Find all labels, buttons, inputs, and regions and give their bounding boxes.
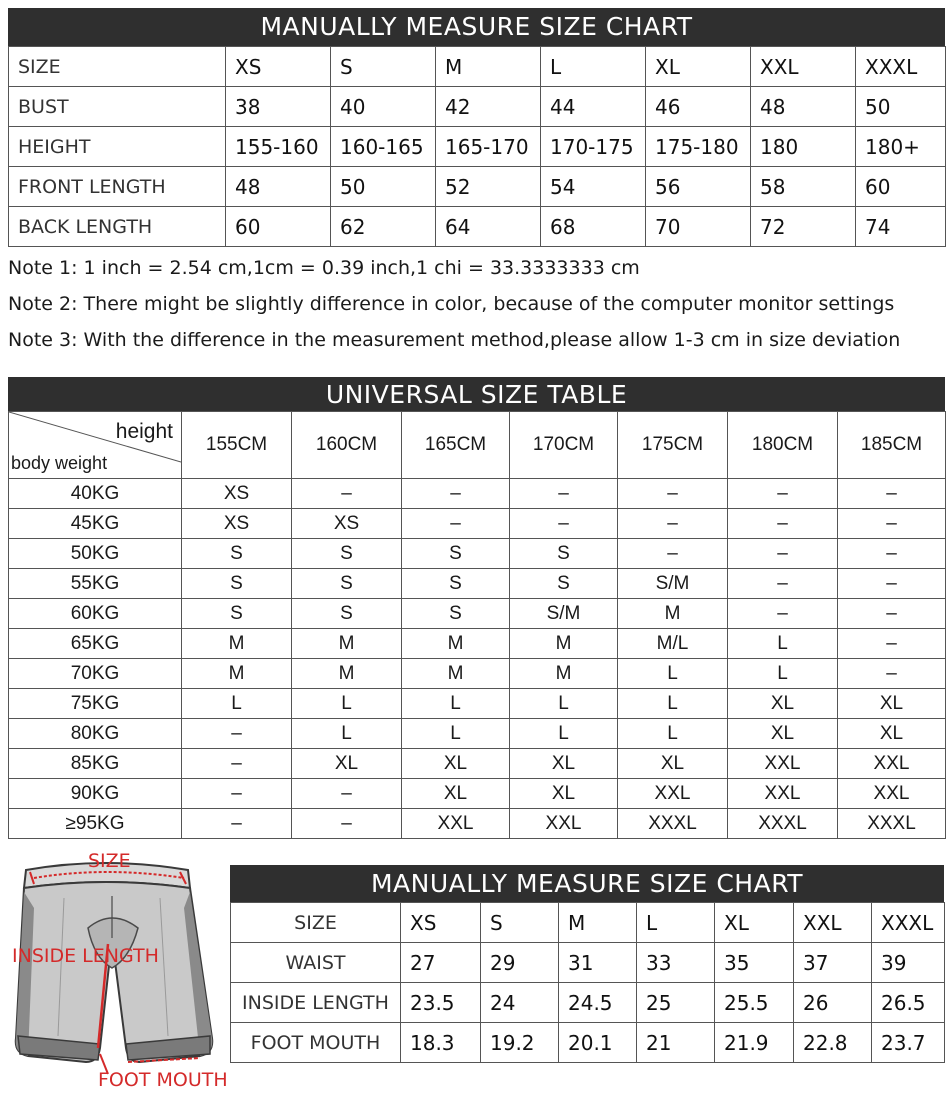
table-cell: 21 [637, 1023, 715, 1063]
size-cell: L [618, 689, 728, 719]
universal-table-title: UNIVERSAL SIZE TABLE [8, 377, 945, 411]
size-cell: XL [618, 749, 728, 779]
table-cell: 74 [856, 207, 946, 247]
size-cell: M [292, 659, 402, 689]
table-cell: XXXL [856, 47, 946, 87]
size-cell: XL [292, 749, 402, 779]
table-cell: 26 [794, 983, 872, 1023]
foot-mouth-label: FOOT MOUTH [98, 1069, 228, 1091]
row-label: WAIST [231, 943, 401, 983]
size-cell: XL [838, 689, 946, 719]
size-cell: – [838, 569, 946, 599]
table-cell: 29 [481, 943, 559, 983]
size-cell: XS [182, 509, 292, 539]
table-cell: 22.8 [794, 1023, 872, 1063]
size-cell: XL [402, 779, 510, 809]
top-size-chart-title: MANUALLY MEASURE SIZE CHART [8, 8, 945, 46]
table-cell: 35 [715, 943, 794, 983]
row-label: SIZE [9, 47, 226, 87]
table-cell: 175-180 [646, 127, 751, 167]
size-cell: S [182, 569, 292, 599]
size-cell: – [838, 659, 946, 689]
size-cell: XXXL [728, 809, 838, 839]
table-row [231, 943, 945, 983]
weight-label: 90KG [9, 779, 182, 809]
table-row [9, 779, 946, 809]
size-cell: S [510, 539, 618, 569]
note-1: Note 1: 1 inch = 2.54 cm,1cm = 0.39 inch,1 chi = 33.3333333 cm [8, 257, 640, 279]
table-row [9, 719, 946, 749]
height-header: 165CM [402, 412, 510, 479]
table-cell: 155-160 [226, 127, 331, 167]
size-cell: – [182, 749, 292, 779]
size-cell: – [618, 539, 728, 569]
table-cell: 52 [436, 167, 541, 207]
weight-label: 75KG [9, 689, 182, 719]
size-cell: – [292, 779, 402, 809]
size-cell: L [618, 659, 728, 689]
size-cell: L [402, 719, 510, 749]
size-cell: – [728, 539, 838, 569]
table-cell: 64 [436, 207, 541, 247]
size-cell: – [838, 629, 946, 659]
table-row [9, 207, 946, 247]
table-cell: 20.1 [559, 1023, 637, 1063]
size-cell: XXL [728, 779, 838, 809]
weight-label: 65KG [9, 629, 182, 659]
table-row [9, 569, 946, 599]
table-cell: 60 [226, 207, 331, 247]
size-cell: M [402, 629, 510, 659]
table-cell: XXL [794, 903, 872, 943]
table-row [9, 749, 946, 779]
table-row [9, 629, 946, 659]
size-cell: XL [728, 719, 838, 749]
table-row [231, 903, 945, 943]
table-row [231, 983, 945, 1023]
row-label: FOOT MOUTH [231, 1023, 401, 1063]
weight-axis-label: body weight [11, 453, 108, 473]
table-cell: S [331, 47, 436, 87]
top-size-chart [8, 46, 946, 247]
height-header: 155CM [182, 412, 292, 479]
size-cell: – [402, 479, 510, 509]
row-label: BUST [9, 87, 226, 127]
height-header: 175CM [618, 412, 728, 479]
size-cell: – [618, 479, 728, 509]
size-cell: XL [510, 779, 618, 809]
row-label: FRONT LENGTH [9, 167, 226, 207]
weight-label: 85KG [9, 749, 182, 779]
table-row [9, 87, 946, 127]
size-cell: XL [728, 689, 838, 719]
size-cell: L [402, 689, 510, 719]
height-header: 185CM [838, 412, 946, 479]
table-row [9, 599, 946, 629]
table-cell: 180+ [856, 127, 946, 167]
size-cell: XS [182, 479, 292, 509]
table-cell: 24 [481, 983, 559, 1023]
size-label: SIZE [88, 850, 131, 872]
table-cell: L [541, 47, 646, 87]
size-cell: – [182, 779, 292, 809]
table-cell: 54 [541, 167, 646, 207]
table-cell: 33 [637, 943, 715, 983]
weight-label: 40KG [9, 479, 182, 509]
size-cell: – [510, 479, 618, 509]
table-cell: XXXL [872, 903, 945, 943]
size-cell: L [510, 689, 618, 719]
size-cell: S [510, 569, 618, 599]
size-cell: L [292, 689, 402, 719]
size-cell: – [728, 569, 838, 599]
table-row [9, 127, 946, 167]
table-cell: XXL [751, 47, 856, 87]
table-cell: 48 [751, 87, 856, 127]
table-cell: XS [226, 47, 331, 87]
size-cell: M [618, 599, 728, 629]
size-cell: M/L [618, 629, 728, 659]
size-cell: – [618, 509, 728, 539]
size-cell: L [728, 629, 838, 659]
table-cell: 60 [856, 167, 946, 207]
weight-label: 70KG [9, 659, 182, 689]
size-cell: XXL [728, 749, 838, 779]
table-cell: 170-175 [541, 127, 646, 167]
weight-label: ≥95KG [9, 809, 182, 839]
table-cell: 72 [751, 207, 856, 247]
table-cell: XL [646, 47, 751, 87]
height-header: 160CM [292, 412, 402, 479]
size-cell: M [402, 659, 510, 689]
size-cell: XXL [838, 779, 946, 809]
table-cell: 46 [646, 87, 751, 127]
bottom-size-chart-title: MANUALLY MEASURE SIZE CHART [230, 865, 944, 902]
size-cell: M [510, 629, 618, 659]
table-row [9, 47, 946, 87]
size-cell: XXXL [838, 809, 946, 839]
table-cell: 24.5 [559, 983, 637, 1023]
table-corner-cell [9, 412, 182, 479]
table-row [9, 479, 946, 509]
row-label: HEIGHT [9, 127, 226, 167]
table-cell: 44 [541, 87, 646, 127]
table-cell: XS [401, 903, 481, 943]
size-cell: – [182, 719, 292, 749]
size-cell: – [838, 599, 946, 629]
size-cell: S [292, 539, 402, 569]
row-label: BACK LENGTH [9, 207, 226, 247]
table-cell: S [481, 903, 559, 943]
table-row [9, 689, 946, 719]
size-cell: M [182, 659, 292, 689]
size-cell: L [510, 719, 618, 749]
table-cell: 165-170 [436, 127, 541, 167]
size-cell: XS [292, 509, 402, 539]
table-cell: 37 [794, 943, 872, 983]
table-cell: 62 [331, 207, 436, 247]
table-cell: M [559, 903, 637, 943]
size-cell: S [182, 599, 292, 629]
table-cell: 25.5 [715, 983, 794, 1023]
row-label: SIZE [231, 903, 401, 943]
size-cell: – [728, 479, 838, 509]
table-cell: L [637, 903, 715, 943]
table-cell: 23.5 [401, 983, 481, 1023]
table-row [9, 509, 946, 539]
size-cell: – [182, 809, 292, 839]
size-cell: S [292, 599, 402, 629]
size-cell: – [838, 479, 946, 509]
table-cell: XL [715, 903, 794, 943]
height-header: 170CM [510, 412, 618, 479]
size-cell: – [292, 809, 402, 839]
table-cell: 48 [226, 167, 331, 207]
size-cell: M [182, 629, 292, 659]
note-3: Note 3: With the difference in the measurement method,please allow 1-3 cm in size deviation [8, 329, 901, 351]
table-cell: 18.3 [401, 1023, 481, 1063]
size-cell: – [838, 539, 946, 569]
size-cell: – [838, 509, 946, 539]
size-cell: XXL [838, 749, 946, 779]
table-cell: 38 [226, 87, 331, 127]
table-cell: 19.2 [481, 1023, 559, 1063]
size-cell: S [402, 569, 510, 599]
size-cell: S [182, 539, 292, 569]
size-cell: L [728, 659, 838, 689]
table-cell: M [436, 47, 541, 87]
table-cell: 21.9 [715, 1023, 794, 1063]
shorts-illustration [0, 848, 240, 1098]
size-cell: XXL [402, 809, 510, 839]
table-row [9, 539, 946, 569]
size-cell: XXXL [618, 809, 728, 839]
size-cell: XXL [618, 779, 728, 809]
table-cell: 39 [872, 943, 945, 983]
table-cell: 50 [856, 87, 946, 127]
table-cell: 50 [331, 167, 436, 207]
size-cell: – [510, 509, 618, 539]
weight-label: 50KG [9, 539, 182, 569]
size-cell: M [510, 659, 618, 689]
weight-label: 55KG [9, 569, 182, 599]
table-cell: 26.5 [872, 983, 945, 1023]
size-cell: XXL [510, 809, 618, 839]
table-cell: 180 [751, 127, 856, 167]
size-cell: L [182, 689, 292, 719]
table-row [9, 809, 946, 839]
size-cell: – [728, 599, 838, 629]
size-cell: L [618, 719, 728, 749]
table-cell: 31 [559, 943, 637, 983]
size-cell: S [292, 569, 402, 599]
table-cell: 27 [401, 943, 481, 983]
size-cell: – [292, 479, 402, 509]
size-cell: XL [838, 719, 946, 749]
table-row [9, 167, 946, 207]
weight-label: 45KG [9, 509, 182, 539]
weight-label: 80KG [9, 719, 182, 749]
size-cell: L [292, 719, 402, 749]
size-cell: – [728, 509, 838, 539]
table-cell: 56 [646, 167, 751, 207]
bottom-size-chart [230, 902, 945, 1063]
table-row [231, 1023, 945, 1063]
size-cell: M [292, 629, 402, 659]
size-cell: S [402, 539, 510, 569]
note-2: Note 2: There might be slightly difference in color, because of the computer monitor settings [8, 293, 895, 315]
size-cell: S/M [510, 599, 618, 629]
table-cell: 42 [436, 87, 541, 127]
table-row [9, 659, 946, 689]
table-cell: 58 [751, 167, 856, 207]
height-header: 180CM [728, 412, 838, 479]
row-label: INSIDE LENGTH [231, 983, 401, 1023]
size-cell: XL [510, 749, 618, 779]
size-cell: XL [402, 749, 510, 779]
size-cell: S [402, 599, 510, 629]
inside-length-label: INSIDE LENGTH [12, 945, 159, 967]
table-cell: 70 [646, 207, 751, 247]
universal-size-table [8, 411, 946, 839]
table-cell: 160-165 [331, 127, 436, 167]
table-cell: 68 [541, 207, 646, 247]
weight-label: 60KG [9, 599, 182, 629]
height-axis-label: height [115, 420, 173, 443]
table-cell: 23.7 [872, 1023, 945, 1063]
table-cell: 25 [637, 983, 715, 1023]
size-cell: S/M [618, 569, 728, 599]
table-cell: 40 [331, 87, 436, 127]
size-cell: – [402, 509, 510, 539]
